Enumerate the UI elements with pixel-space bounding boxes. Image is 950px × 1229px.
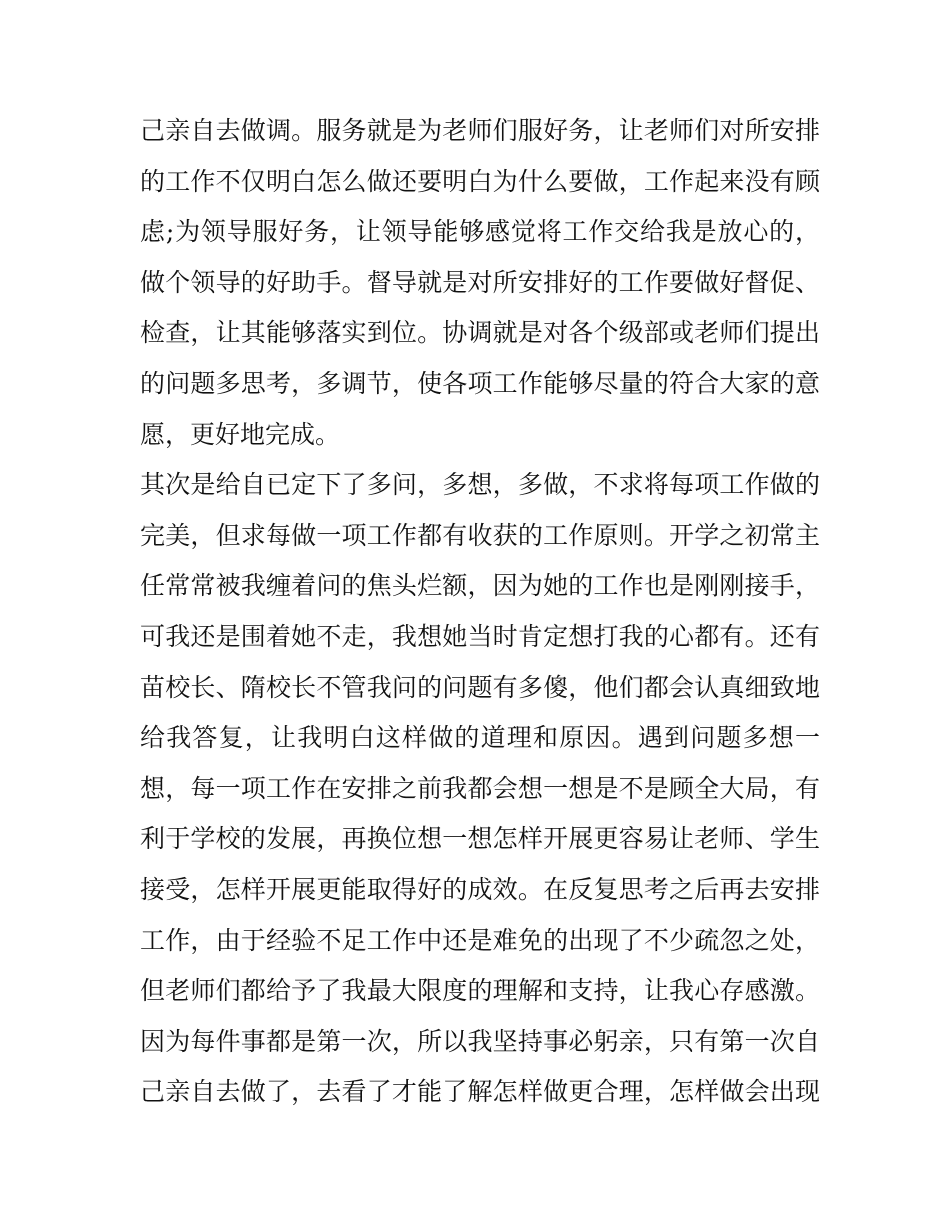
text-line: 其次是给自已定下了多问，多想，多做，不求将每项工作做的 [140, 470, 820, 500]
text-line: 想，每一项工作在安排之前我都会想一想是不是顾全大局，有 [140, 773, 820, 803]
text-line: 做个领导的好助手。督导就是对所安排好的工作要做好督促、 [140, 267, 820, 297]
text-line: 因为每件事都是第一次，所以我坚持事必躬亲，只有第一次自 [140, 1026, 820, 1056]
text-line: 检查，让其能够落实到位。协调就是对各个级部或老师们提出 [140, 318, 820, 348]
text-line: 可我还是围着她不走，我想她当时肯定想打我的心都有。还有 [140, 621, 820, 651]
text-line: 己亲自去做调。服务就是为老师们服好务，让老师们对所安排 [140, 116, 820, 145]
text-line: 己亲自去做了，去看了才能了解怎样做更合理，怎样做会出现 [140, 1077, 820, 1107]
body-text [140, 106, 820, 1118]
text-line: 接受，怎样开展更能取得好的成效。在反复思考之后再去安排 [140, 874, 820, 904]
text-line: 给我答复，让我明白这样做的道理和原因。遇到问题多想一 [140, 723, 820, 753]
text-line: 但老师们都给予了我最大限度的理解和支持，让我心存感激。 [140, 976, 820, 1006]
text-line: 工作，由于经验不足工作中还是难免的出现了不少疏忽之处， [140, 925, 820, 955]
text-line: 的问题多思考，多调节，使各项工作能够尽量的符合大家的意 [140, 368, 820, 398]
text-line: 愿，更好地完成。 [140, 419, 341, 449]
text-line: 苗校长、隋校长不管我问的问题有多傻，他们都会认真细致地 [140, 672, 820, 702]
text-line: 的工作不仅明白怎么做还要明白为什么要做，工作起来没有顾 [140, 166, 820, 196]
text-line: 利于学校的发展，再换位想一想怎样开展更容易让老师、学生 [140, 824, 820, 854]
text-line: 虑;为领导服好务，让领导能够感觉将工作交给我是放心的， [140, 217, 820, 247]
text-line: 任常常被我缠着问的焦头烂额，因为她的工作也是刚刚接手， [140, 571, 820, 601]
text-line: 完美，但求每做一项工作都有收获的工作原则。开学之初常主 [140, 520, 820, 550]
